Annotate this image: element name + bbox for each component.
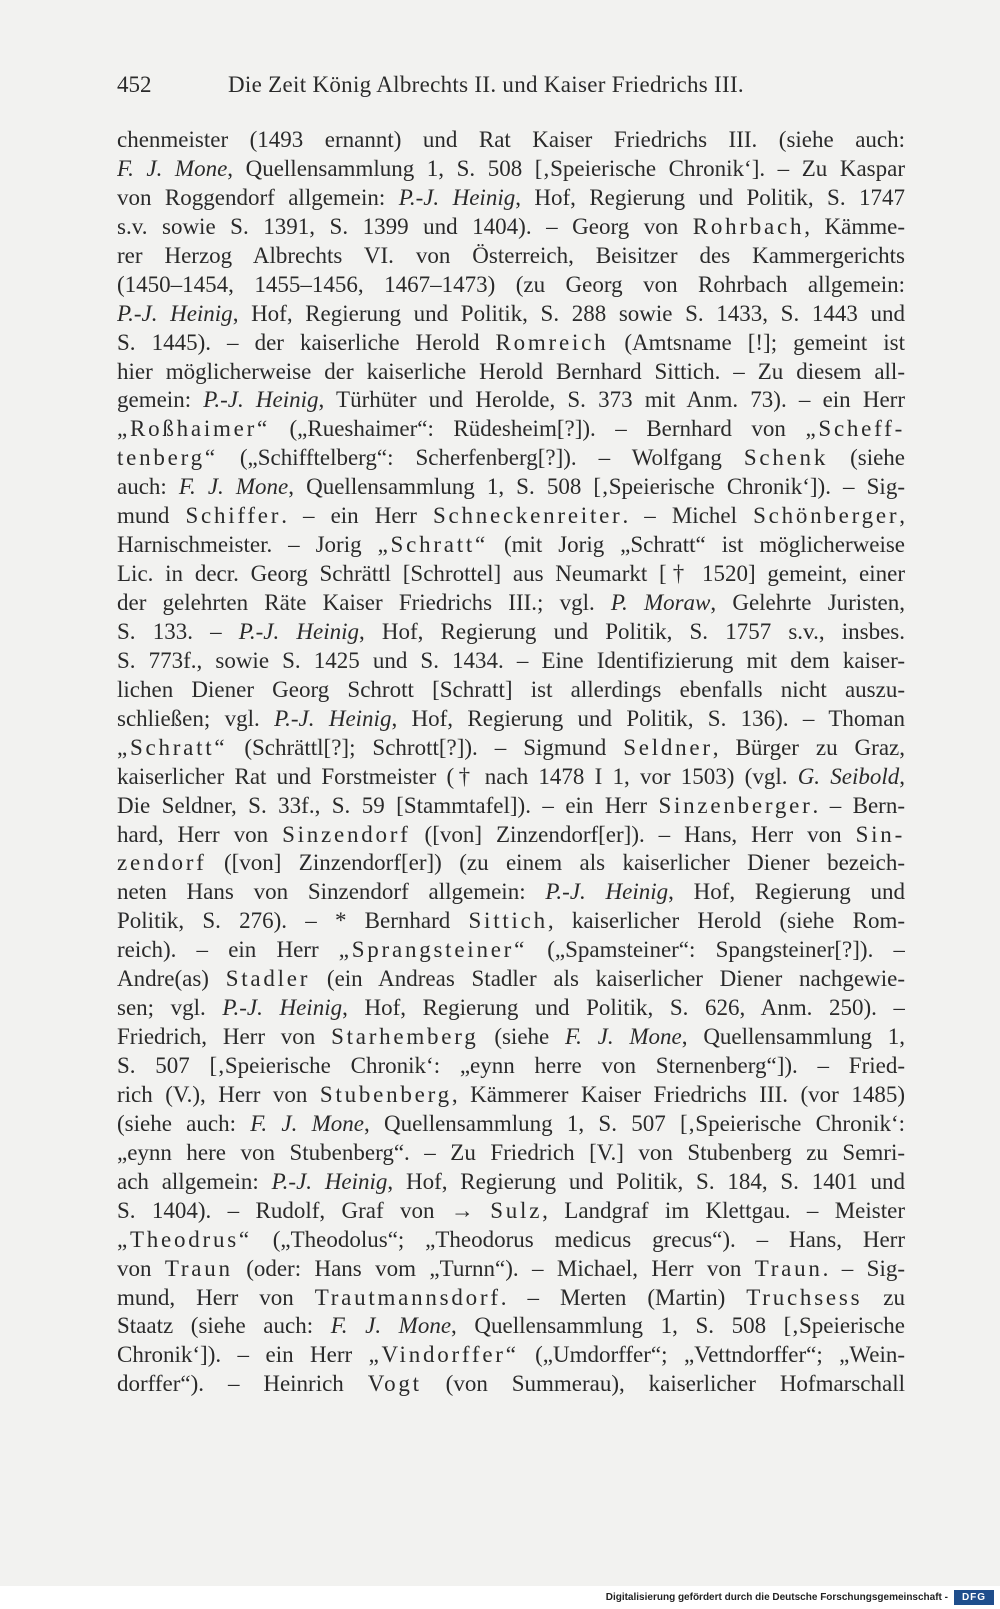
index-entry-name: zendorf xyxy=(117,850,207,876)
index-entry-name: Seldner xyxy=(623,734,713,760)
text-line xyxy=(117,1226,905,1255)
text-line xyxy=(117,705,905,734)
text-run: . – ein Herr xyxy=(281,503,433,529)
text-line xyxy=(117,271,905,300)
text-run: , Hof, Regierung und xyxy=(668,879,905,905)
running-title: Die Zeit König Albrechts II. und Kaiser Friedrichs III. xyxy=(228,72,744,97)
index-entry-name: Stubenberg xyxy=(319,1081,452,1107)
text-line xyxy=(117,155,905,184)
author-citation: P.-J. Heinig xyxy=(203,387,319,413)
text-run: , Quellensammlung 1, S. 507 [‚Speierische Chronik‘: xyxy=(363,1110,905,1136)
text-run: , Hof, Regierung und Politik, S. 1747 xyxy=(515,184,905,210)
text-run: neten Hans von Sinzendorf allgemein: xyxy=(117,879,546,905)
text-run: S. 773f., sowie S. 1425 und S. 1434. – Eine Identifizierung mit dem kaiser- xyxy=(117,647,905,673)
text-run: (mit Jorig „Schratt“ ist möglicherweise xyxy=(487,532,905,558)
text-line xyxy=(117,1341,905,1370)
text-run: ([von] Zinzendorf[er]) (zu einem als kaiserlicher Diener bezeich- xyxy=(206,850,905,876)
author-citation: F. J. Mone xyxy=(250,1110,364,1136)
index-entry-name: Sin- xyxy=(855,821,905,847)
text-run: , Gelehrte Juristen, xyxy=(710,590,905,615)
text-run: , Quellensammlung 1, xyxy=(681,1024,905,1050)
text-run: S. 1404). – Rudolf, Graf von → xyxy=(117,1197,491,1223)
index-entry-name: Truchsess xyxy=(746,1284,863,1310)
text-run: (Schrättl[?]; Schrott[?]). – Sigmund xyxy=(227,734,624,760)
author-citation: P.-J. Heinig xyxy=(274,705,392,731)
text-run: . – Sig- xyxy=(822,1255,905,1281)
text-line xyxy=(117,531,905,560)
text-line xyxy=(117,1312,905,1341)
index-entry-name: Trautmannsdorf xyxy=(314,1284,501,1310)
text-run: Andre(as) xyxy=(117,966,226,992)
text-line xyxy=(117,1023,905,1052)
text-run: („Umdorffer“; „Vettndorffer“; „Wein- xyxy=(518,1342,905,1368)
index-entry-name: Schönberger xyxy=(753,503,900,529)
index-entry-name: Stadler xyxy=(225,966,311,992)
author-citation: F. J. Mone xyxy=(330,1313,452,1339)
index-entry-name: Schneckenreiter xyxy=(432,503,623,529)
text-run: (Amtsname [!]; gemeint ist xyxy=(608,329,905,355)
index-entry-name: Sinzendorf xyxy=(282,821,411,847)
text-line xyxy=(117,213,905,242)
index-entry-name: Starhemberg xyxy=(331,1024,479,1050)
text-run: , Hof, Regierung und Politik, S. 626, Anm. 250). – xyxy=(342,995,905,1021)
text-run: Friedrich, Herr von xyxy=(117,1024,332,1050)
text-line xyxy=(117,878,905,907)
text-line xyxy=(117,1255,905,1284)
text-run: mund, Herr von xyxy=(117,1284,315,1310)
text-line xyxy=(117,1110,905,1139)
text-line xyxy=(117,1052,905,1081)
index-entry-name: Traun xyxy=(754,1255,823,1281)
text-line xyxy=(117,849,905,878)
index-entry-name: Schenk xyxy=(743,445,829,471)
text-run: („Theodolus“; „Theodorus medicus grecus“). – Hans, Herr xyxy=(251,1226,905,1252)
text-run: Staatz (siehe auch: xyxy=(117,1313,331,1339)
text-line xyxy=(117,1139,905,1168)
text-run: Lic. in decr. Georg Schrättl [Schrottel] aus Neumarkt [† 1520] gemeint, einer xyxy=(117,561,905,587)
page-number: 452 xyxy=(117,72,152,97)
text-run: (von Summerau), kaiserlicher Hofmarschall xyxy=(421,1371,905,1397)
text-run: , Hof, Regierung und Politik, S. 184, S. 1401 und xyxy=(387,1168,905,1194)
text-run: (ein Andreas Stadler als kaiserlicher Diener nachgewie- xyxy=(310,966,905,992)
text-line xyxy=(117,1370,905,1399)
text-line xyxy=(117,184,905,213)
index-entry-name: Sulz xyxy=(490,1197,543,1223)
author-citation: P.-J. Heinig xyxy=(271,1168,388,1194)
author-citation: P.-J. Heinig xyxy=(398,184,516,210)
body-text xyxy=(117,126,905,1399)
index-entry-name: Schiffer xyxy=(185,503,282,529)
text-line xyxy=(117,994,905,1023)
text-line xyxy=(117,386,905,415)
text-run: , xyxy=(899,503,905,529)
author-citation: P.-J. Heinig xyxy=(222,995,343,1021)
text-line xyxy=(117,676,905,705)
index-entry-name: „Vindorffer“ xyxy=(368,1342,519,1368)
text-run: , Kämmerer Kaiser Friedrichs III. (vor 1485) xyxy=(451,1081,905,1107)
text-run: mund xyxy=(117,503,186,529)
text-run: ach allgemein: xyxy=(117,1168,272,1194)
text-line xyxy=(117,792,905,821)
text-run: . – Michel xyxy=(622,503,754,529)
text-line xyxy=(117,502,905,531)
index-entry-name: „Schratt“ xyxy=(377,532,488,558)
index-entry-name: Rohrbach xyxy=(692,213,805,239)
text-run: Chronik‘]). – ein Herr xyxy=(117,1342,369,1368)
text-run: rich (V.), Herr von xyxy=(117,1081,320,1107)
text-line xyxy=(117,821,905,850)
text-run: (1450–1454, 1455–1456, 1467–1473) (zu Georg von Rohrbach allgemein: xyxy=(117,271,905,297)
text-line xyxy=(117,300,905,329)
text-run: chenmeister (1493 ernannt) und Rat Kaiser Friedrichs III. (siehe auch: xyxy=(117,127,905,152)
author-citation: F. J. Mone xyxy=(178,474,289,500)
text-run: (siehe xyxy=(478,1024,566,1050)
text-run: , Kämme- xyxy=(804,213,905,239)
text-run: , Hof, Regierung und Politik, S. 136). – Thoman xyxy=(391,705,905,731)
text-line xyxy=(117,589,905,618)
text-run: von Roggendorf allgemein: xyxy=(117,184,399,210)
text-run: , Bürger zu Graz, xyxy=(712,734,905,760)
text-run: von xyxy=(117,1255,165,1281)
text-run: „eynn here von Stubenberg“. – Zu Friedrich [V.] von Stubenberg zu Semri- xyxy=(117,1139,905,1165)
text-line xyxy=(117,1284,905,1313)
text-line xyxy=(117,763,905,792)
text-run: , Türhüter und Herolde, S. 373 mit Anm. 73). – ein Herr xyxy=(318,387,905,413)
author-citation: P.-J. Heinig xyxy=(545,879,669,905)
index-entry-name: „Theodrus“ xyxy=(117,1226,252,1252)
text-run: S. 507 [‚Speierische Chronik‘: „eynn herre von Sternenberg“]). – Fried- xyxy=(117,1053,905,1078)
text-run: („Rueshaimer“: Rüdesheim[?]). – Bernhard von xyxy=(269,416,806,442)
text-run: Politik, S. 276). – * Bernhard xyxy=(117,908,469,934)
text-line xyxy=(117,618,905,647)
text-line xyxy=(117,415,905,444)
text-run: lichen Diener Georg Schrott [Schratt] ist allerdings ebenfalls nicht auszu- xyxy=(117,676,905,702)
text-run: , Quellensammlung 1, S. 508 [‚Speierische Chronik‘]. – Zu Kaspar xyxy=(227,155,905,181)
text-run: S. 133. – xyxy=(117,618,239,644)
index-entry-name: „Sprangsteiner“ xyxy=(338,937,528,963)
text-run: (siehe xyxy=(828,445,905,471)
text-run: reich). – ein Herr xyxy=(117,937,339,963)
text-line xyxy=(117,444,905,473)
index-entry-name: „Schratt“ xyxy=(117,734,228,760)
text-run: hier möglicherweise der kaiserliche Herold Bernhard Sittich. – Zu diesem all- xyxy=(117,358,905,384)
text-line xyxy=(117,647,905,676)
text-run: , Quellensammlung 1, S. 508 [‚Speierische xyxy=(451,1313,905,1339)
text-line xyxy=(117,936,905,965)
text-line xyxy=(117,965,905,994)
text-run: auch: xyxy=(117,474,179,500)
text-run: s.v. sowie S. 1391, S. 1399 und 1404). – Georg von xyxy=(117,213,693,239)
text-line xyxy=(117,358,905,387)
text-run: schließen; vgl. xyxy=(117,705,275,731)
text-line xyxy=(117,126,905,155)
index-entry-name: Traun xyxy=(164,1255,233,1281)
text-run: sen; vgl. xyxy=(117,995,223,1021)
index-entry-name: Romreich xyxy=(495,329,609,355)
text-run: gemein: xyxy=(117,387,204,413)
index-entry-name: Sittich xyxy=(468,908,548,934)
text-line xyxy=(117,473,905,502)
author-citation: G. Seibold xyxy=(797,763,900,789)
author-citation: P.-J. Heinig xyxy=(117,300,233,326)
dfg-logo-icon: DFG xyxy=(954,1590,994,1605)
index-entry-name: Vogt xyxy=(367,1371,422,1397)
text-run: ([von] Zinzendorf[er]). – Hans, Herr von xyxy=(410,821,856,847)
index-entry-name: tenberg“ xyxy=(117,445,218,471)
index-entry-name: „Roßhaimer“ xyxy=(117,416,270,442)
text-line xyxy=(117,734,905,763)
text-line xyxy=(117,560,905,589)
text-run: , Hof, Regierung und Politik, S. 288 sowie S. 1433, S. 1443 und xyxy=(232,300,905,326)
text-run: S. 1445). – der kaiserliche Herold xyxy=(117,329,496,355)
text-run: zu xyxy=(862,1284,905,1310)
text-run: („Spamsteiner“: Spangsteiner[?]). – xyxy=(527,937,905,963)
text-run: dorffer“). – Heinrich xyxy=(117,1371,368,1397)
text-line xyxy=(117,907,905,936)
author-citation: F. J. Mone xyxy=(565,1024,682,1050)
text-run: . – Bern- xyxy=(812,792,905,818)
footer-credit: Digitalisierung gefördert durch die Deutsche Forschungsgemeinschaft - xyxy=(605,1592,948,1603)
index-entry-name: „Scheff- xyxy=(805,416,905,442)
text-run: Die Seldner, S. 33f., S. 59 [Stammtafel]). – ein Herr xyxy=(117,792,659,818)
author-citation: F. J. Mone xyxy=(117,155,228,181)
text-line xyxy=(117,1197,905,1226)
text-run: , xyxy=(899,763,905,789)
text-line xyxy=(117,329,905,358)
author-citation: P.-J. Heinig xyxy=(238,618,359,644)
text-line xyxy=(117,1081,905,1110)
text-run: („Schifftelberg“: Scherfenberg[?]). – Wolfgang xyxy=(217,445,744,471)
text-run: (oder: Hans vom „Turnn“). – Michael, Herr von xyxy=(232,1255,755,1281)
text-run: der gelehrten Räte Kaiser Friedrichs III.; vgl. xyxy=(117,590,611,615)
text-run: , Landgraf im Klettgau. – Meister xyxy=(542,1197,905,1223)
text-run: , Quellensammlung 1, S. 508 [‚Speierische Chronik‘]). – Sig- xyxy=(288,474,905,500)
text-run: kaiserlicher Rat und Forstmeister († nach 1478 I 1, vor 1503) (vgl. xyxy=(117,763,798,789)
text-run: , Hof, Regierung und Politik, S. 1757 s.v., insbes. xyxy=(359,618,905,644)
text-line xyxy=(117,1168,905,1197)
author-citation: P. Moraw xyxy=(610,590,711,615)
text-run: Harnischmeister. – Jorig xyxy=(117,532,378,558)
text-line xyxy=(117,242,905,271)
text-run: . – Merten (Martin) xyxy=(500,1284,747,1310)
text-run: (siehe auch: xyxy=(117,1110,251,1136)
text-run: , kaiserlicher Herold (siehe Rom- xyxy=(547,908,905,934)
index-entry-name: Sinzenberger xyxy=(658,792,813,818)
text-run: hard, Herr von xyxy=(117,821,283,847)
text-run: rer Herzog Albrechts VI. von Österreich, Beisitzer des Kammergerichts xyxy=(117,242,905,268)
